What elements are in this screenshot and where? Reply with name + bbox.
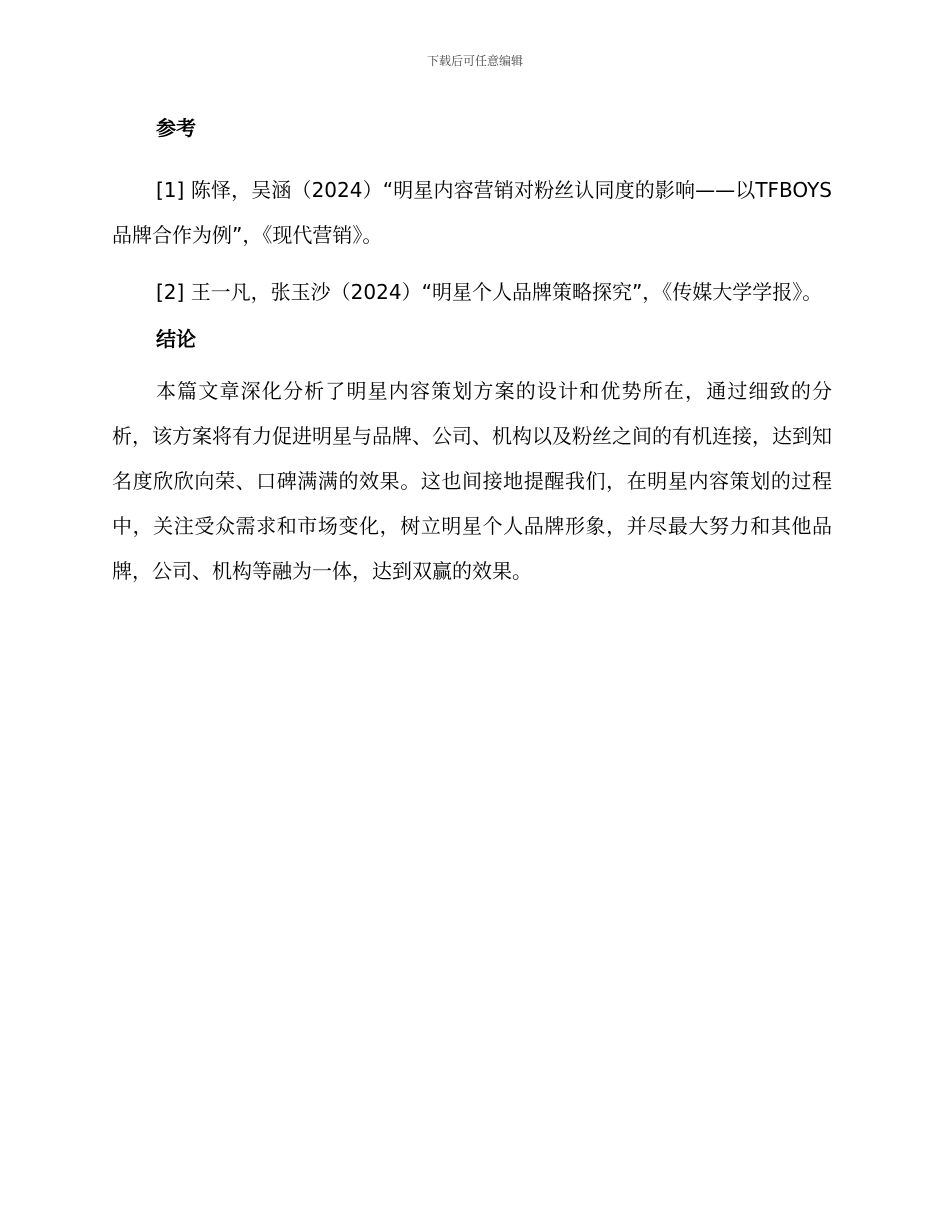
conclusion-heading: 结论 bbox=[156, 327, 196, 351]
reference-item-1: [1] 陈怿，吴涵（2024）“明星内容营销对粉丝认同度的影响——以TFBOYS 品牌合作为例”，《现代营销》。 bbox=[112, 178, 832, 247]
references-heading: 参考 bbox=[156, 116, 196, 140]
reference-item-2: [2] 王一凡，张玉沙（2024）“明星个人品牌策略探究”，《传媒大学学报》。 bbox=[156, 280, 823, 304]
conclusion-body: 本篇文章深化分析了明星内容策划方案的设计和优势所在，通过细致的分析，该方案将有力促进明星与品牌、公司、机构以及粉丝之间的有机连接，达到知名度欣欣向荣、口碑满满的效果。这也间接地提醒我们，在明星内容策划的过程中，关注受众需求和市场变化，树立明星个人品牌形象，并尽最大努力和其他品牌，公司、机构等融为一体，达到双赢的效果。 bbox=[112, 379, 832, 583]
page-header: 下载后可任意编辑 bbox=[426, 54, 523, 68]
page-content bbox=[112, 110, 832, 594]
